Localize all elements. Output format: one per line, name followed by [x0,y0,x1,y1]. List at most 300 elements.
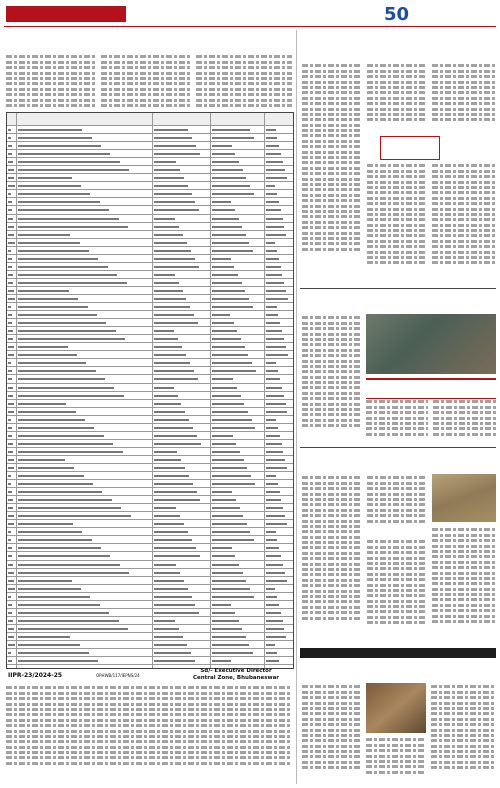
table-cell [7,609,17,616]
table-cell [211,528,265,535]
table-cell [265,601,292,608]
table-cell [211,601,265,608]
table-cell [265,335,292,342]
table-cell [153,158,211,165]
table-cell [265,432,292,439]
table-cell [265,279,292,286]
table-cell [17,593,153,600]
table-cell [265,311,292,318]
table-row [7,351,293,359]
table-row [7,593,293,601]
table-row [7,359,293,367]
table-cell [211,496,265,503]
table-cell [17,416,153,423]
table-cell [7,359,17,366]
table-row [7,287,293,295]
table-cell [153,279,211,286]
tender-table [6,112,294,669]
table-cell [7,271,17,278]
table-cell [17,263,153,270]
table-cell [211,593,265,600]
table-cell [153,504,211,511]
table-cell [211,649,265,656]
table-cell [211,456,265,463]
table-cell [17,496,153,503]
table-cell [153,142,211,149]
elephant-article-col-2 [367,474,427,534]
table-row [7,142,293,150]
table-cell [265,617,292,624]
table-cell [265,633,292,640]
bottom-article-col-1 [302,683,362,783]
table-cell [211,359,265,366]
table-cell [211,544,265,551]
table-cell [7,174,17,181]
table-cell [211,351,265,358]
table-cell [265,247,292,254]
table-cell [265,271,292,278]
table-cell [7,416,17,423]
table-row [7,343,293,351]
table-body [7,126,293,669]
table-cell [153,190,211,197]
table-cell [265,263,292,270]
table-cell [17,239,153,246]
table-cell [153,255,211,262]
table-cell [7,625,17,632]
table-cell [265,609,292,616]
table-cell [17,247,153,254]
left-article-col-3 [196,53,292,110]
table-cell [7,367,17,374]
table-cell [211,416,265,423]
table-cell [7,319,17,326]
table-cell [265,649,292,656]
table-cell [153,126,211,133]
table-cell [211,392,265,399]
section-title-band [6,6,126,22]
table-cell [7,223,17,230]
red-badge-box [380,136,440,160]
table-cell [7,327,17,334]
table-cell [211,536,265,543]
table-cell [153,528,211,535]
table-cell [153,496,211,503]
table-cell [265,528,292,535]
table-cell [7,633,17,640]
table-row [7,504,293,512]
table-cell [17,223,153,230]
table-cell [211,303,265,310]
table-cell [153,400,211,407]
table-cell [153,303,211,310]
table-cell [17,424,153,431]
left-bottom-article [6,684,292,784]
table-cell [265,488,292,495]
table-cell [265,408,292,415]
table-cell [7,464,17,471]
table-row [7,375,293,383]
table-cell [17,343,153,350]
table-cell [153,408,211,415]
table-cell [153,263,211,270]
table-row [7,609,293,617]
table-cell [17,150,153,157]
table-cell [153,247,211,254]
table-cell [265,561,292,568]
table-row [7,279,293,287]
table-cell [7,408,17,415]
table-cell [17,625,153,632]
table-cell [7,585,17,592]
table-row [7,231,293,239]
table-cell [211,585,265,592]
table-cell [17,158,153,165]
table-cell [153,448,211,455]
table-cell [153,601,211,608]
table-cell [7,158,17,165]
table-row [7,271,293,279]
table-cell [265,464,292,471]
table-cell [265,190,292,197]
table-cell [17,601,153,608]
table-cell [153,319,211,326]
table-cell [17,231,153,238]
table-cell [17,303,153,310]
table-cell [17,528,153,535]
table-cell [17,271,153,278]
table-cell [265,327,292,334]
footer-small-code: OPHWB/117/IEPNS/24 [96,673,140,678]
table-cell [7,351,17,358]
table-row [7,263,293,271]
table-cell [17,569,153,576]
table-cell [17,166,153,173]
table-cell [153,488,211,495]
table-row [7,190,293,198]
table-cell [153,544,211,551]
table-cell [153,150,211,157]
table-cell [7,190,17,197]
table-cell [153,464,211,471]
table-cell [7,440,17,447]
table-cell [7,504,17,511]
table-cell [7,384,17,391]
table-cell [7,343,17,350]
table-cell [153,215,211,222]
table-cell [7,166,17,173]
table-cell [153,134,211,141]
table-cell [17,287,153,294]
table-cell [153,625,211,632]
table-cell [211,472,265,479]
brand-logo [382,2,422,26]
right-top-article-col-1 [302,62,362,282]
table-cell [17,215,153,222]
table-cell [265,319,292,326]
table-cell [7,536,17,543]
table-cell [153,206,211,213]
table-cell [7,617,17,624]
left-article-col-2 [101,53,191,110]
table-cell [211,239,265,246]
table-cell [7,198,17,205]
table-cell [211,448,265,455]
table-cell [17,126,153,133]
table-cell [153,512,211,519]
table-cell [7,231,17,238]
table-cell [17,448,153,455]
table-row [7,158,293,166]
table-cell [17,142,153,149]
table-cell [7,641,17,648]
table-cell [7,239,17,246]
elephant-article-col-2b [367,538,427,644]
table-cell [153,609,211,616]
table-cell [153,552,211,559]
table-cell [153,182,211,189]
table-cell [265,520,292,527]
table-cell [153,311,211,318]
table-cell [211,190,265,197]
table-cell [265,384,292,391]
table-cell [211,561,265,568]
table-cell [211,126,265,133]
table-cell [7,448,17,455]
table-row [7,126,293,134]
table-cell [17,400,153,407]
table-cell [211,641,265,648]
table-row [7,488,293,496]
table-cell [153,641,211,648]
table-row [7,561,293,569]
table-cell [153,295,211,302]
table-cell [17,464,153,471]
table-row [7,496,293,504]
table-cell [7,496,17,503]
table-cell [153,327,211,334]
table-cell [211,367,265,374]
table-row [7,408,293,416]
table-cell [17,456,153,463]
table-cell [153,384,211,391]
right-top-article-col-3b [432,162,496,282]
table-cell [265,585,292,592]
table-row [7,198,293,206]
table-cell [211,279,265,286]
right-top-article-col-2 [367,62,427,132]
table-cell [265,215,292,222]
table-cell [153,416,211,423]
table-cell [211,142,265,149]
table-row [7,247,293,255]
masthead-rule [4,26,496,27]
table-cell [265,641,292,648]
table-cell [17,649,153,656]
table-cell [265,343,292,350]
table-cell [211,215,265,222]
table-row [7,649,293,657]
table-cell [211,206,265,213]
table-cell [211,480,265,487]
table-row [7,319,293,327]
section-rule [300,288,496,289]
table-cell [265,480,292,487]
table-cell [7,472,17,479]
table-cell [17,552,153,559]
table-cell [17,255,153,262]
table-header-cell [17,113,153,125]
table-cell [265,223,292,230]
table-cell [7,255,17,262]
table-cell [265,231,292,238]
table-cell [265,400,292,407]
table-cell [17,327,153,334]
table-cell [211,657,265,664]
table-cell [17,488,153,495]
table-cell [17,384,153,391]
table-cell [265,375,292,382]
table-cell [265,255,292,262]
table-cell [211,166,265,173]
table-cell [265,182,292,189]
table-row [7,544,293,552]
table-row [7,536,293,544]
right-middle-article-col-3 [433,398,496,444]
table-cell [211,295,265,302]
table-cell [17,561,153,568]
table-cell [211,134,265,141]
table-cell [7,657,17,664]
table-cell [7,520,17,527]
table-cell [17,134,153,141]
table-row [7,625,293,633]
table-cell [17,335,153,342]
table-header-cell [265,113,292,125]
table-cell [211,464,265,471]
table-cell [17,440,153,447]
table-row [7,456,293,464]
table-cell [17,408,153,415]
table-cell [153,593,211,600]
table-cell [153,520,211,527]
table-cell [17,520,153,527]
table-cell [265,206,292,213]
table-cell [7,480,17,487]
table-cell [211,158,265,165]
signature-line-1: Sd/- Executive Director [200,668,272,674]
table-cell [17,375,153,382]
table-cell [211,504,265,511]
elephant-article-col-1 [302,474,362,644]
table-cell [7,215,17,222]
table-cell [7,528,17,535]
table-cell [7,593,17,600]
table-cell [153,633,211,640]
table-cell [153,480,211,487]
table-cell [265,472,292,479]
table-cell [17,617,153,624]
table-cell [211,335,265,342]
column-divider [296,30,297,784]
table-cell [211,625,265,632]
table-cell [211,174,265,181]
table-cell [17,480,153,487]
table-cell [211,577,265,584]
table-row [7,255,293,263]
table-cell [7,569,17,576]
table-cell [265,198,292,205]
table-row [7,392,293,400]
table-cell [153,271,211,278]
table-cell [17,504,153,511]
table-cell [211,223,265,230]
table-cell [7,311,17,318]
table-cell [153,367,211,374]
table-row [7,464,293,472]
table-row [7,384,293,392]
table-row [7,512,293,520]
table-cell [17,351,153,358]
table-cell [265,504,292,511]
table-cell [211,400,265,407]
table-cell [7,424,17,431]
table-cell [153,577,211,584]
table-cell [153,561,211,568]
table-row [7,303,293,311]
table-cell [265,569,292,576]
table-row [7,150,293,158]
table-cell [7,561,17,568]
table-cell [153,359,211,366]
table-cell [7,577,17,584]
table-row [7,239,293,247]
table-cell [265,351,292,358]
table-cell [265,126,292,133]
table-cell [17,190,153,197]
table-cell [211,384,265,391]
left-article-col-1 [6,53,96,110]
table-cell [153,335,211,342]
table-cell [211,609,265,616]
table-cell [17,311,153,318]
table-header-row [7,113,293,126]
table-cell [265,150,292,157]
table-cell [17,657,153,664]
table-cell [211,231,265,238]
table-cell [265,367,292,374]
table-cell [211,552,265,559]
table-row [7,552,293,560]
table-cell [7,182,17,189]
table-cell [17,174,153,181]
table-cell [153,569,211,576]
table-header-cell [153,113,211,125]
table-cell [211,247,265,254]
table-row [7,633,293,641]
table-header-cell [7,113,17,125]
table-cell [153,472,211,479]
table-cell [7,649,17,656]
table-cell [265,287,292,294]
table-cell [17,206,153,213]
table-cell [153,287,211,294]
table-cell [153,198,211,205]
table-cell [153,440,211,447]
table-cell [7,295,17,302]
table-cell [7,665,17,669]
table-row [7,327,293,335]
